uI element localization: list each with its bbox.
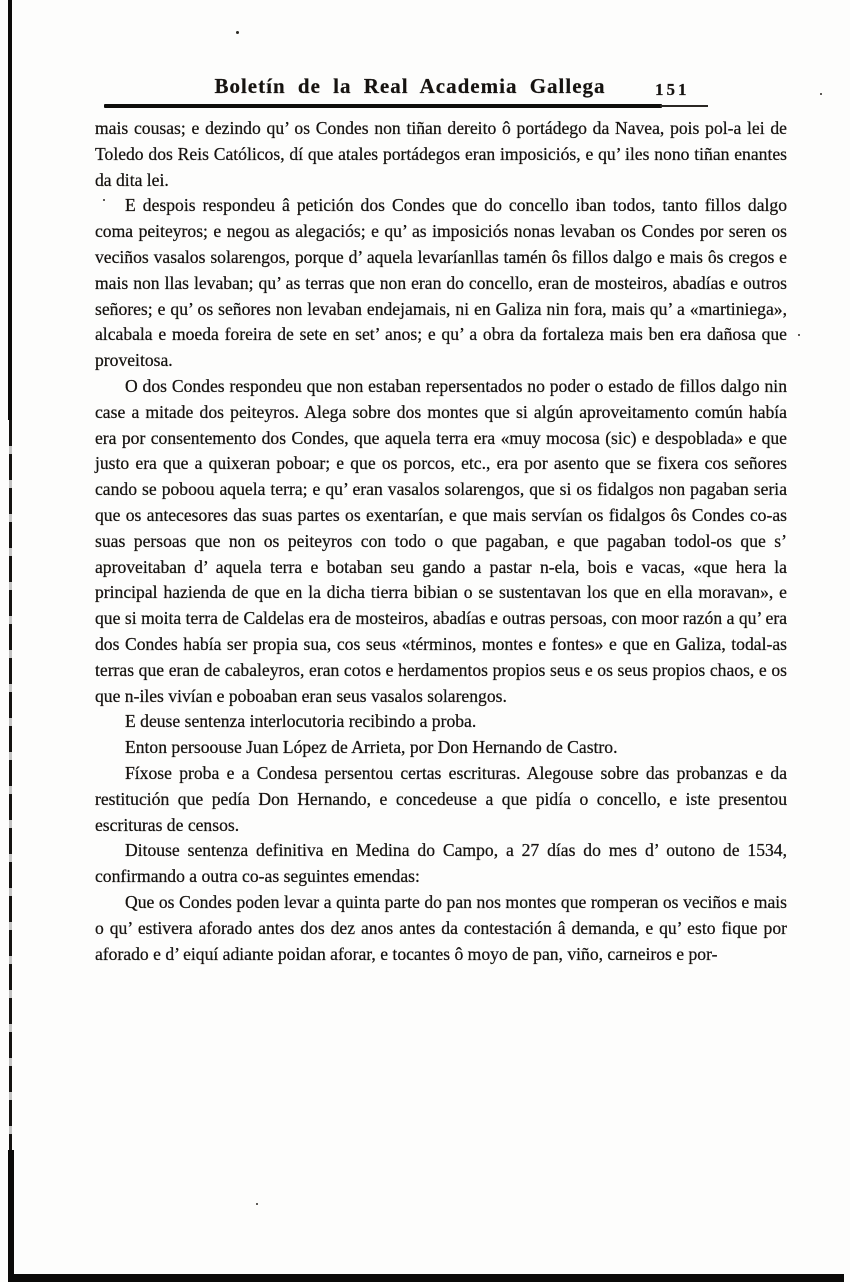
body-paragraph: Enton persoouse Juan López de Arrieta, por Don Hernando de Castro. [125,737,618,758]
scan-speck [256,1203,258,1205]
binding-edge-line [8,0,12,420]
header-rule [660,105,708,107]
body-paragraph: O dos Condes respondeu que non estaban repersentados no poder o estado de fillos dalgo nin case a mitade dos peiteyros. Alega sobre dos montes que si algún aproveitamento común había era por consentemento dos Condes, que aquela terra era «muy mocosa (sic) e despoblada» e que justo era que a quixeran poboar; e que os porcos, etc., era por asento que se fixera cos señores cando se poboou aquela terra; e qu’ eran vasalos solarengos, que si os fidalgos non pagaban seria que os antecesores das suas partes os exentarían, e que mais servían os fidalgos ôs Condes co-as suas persoas que non os peiteyros con todo o que pagaban, e que pagaban todol-os que s’ aproveitaban d’ aquela terra e botaban seu gando a pastar n-ela, bois e vacas, «que hera la principal hazienda de que en la dicha tierra bibian o se sustentavan los que en ella moravan», e que si moita terra de Caldelas era de mosteiros, abadías e outras persoas, con moor razón a qu’ era dos Condes había ser propia sua, cos seus «términos, montes e fontes» e que en Galiza, todal-as terras que eran de cabaleyros, eran cotos e herdamentos propios seus e os seus propios chaos, e os que n-iles vivían e poboaban eran seus vasalos solarengos. [95,375,787,706]
body-paragraph: Que os Condes poden levar a quinta parte do pan nos montes que romperan os veciños e mais o qu’ estivera aforado antes dos dez anos antes da contestación â demanda, e qu’ esto fique por aforado e d’ eiquí adiante poidan aforar, e tocantes ô moyo de pan, viño, carneiros e por- [95,891,787,964]
journal-title: Boletín de la Real Academia Gallega [214,74,606,98]
body-paragraph: Ditouse sentenza definitiva en Medina do Campo, a 27 días do mes d’ outono de 1534, confirmando a outra co-as seguintes emendas: [95,840,787,887]
scan-speck [820,93,822,95]
binding-edge-line [9,420,12,1150]
body-paragraph: Fíxose proba e a Condesa persentou certas escrituras. Alegouse sobre das probanzas e da restitución que pedía Don Hernando, e concedeuse a que pidía o concello, e iste presentou escrituras de censos. [95,762,787,835]
scan-speck [236,31,239,34]
binding-edge-line [8,1150,14,1282]
page-bottom-scan-bar [8,1274,844,1282]
scan-speck [798,334,800,336]
page-number: 151 [655,80,690,99]
body-paragraph: E despois respondeu â petición dos Condes que do concello iban todos, tanto fillos dalgo coma peiteyros; e negou as alegaciós; e qu’ as imposiciós nonas levaban os Condes por seren os veciños vasalos solarengos, porque d’ aquela levaríanllas tamén ôs fillos dalgo e mais ôs cregos e mais non llas levaban; qu’ as terras que non eran do concello, eran de mosteiros, abadías e outros señores; e qu’ os señores non levaban endejamais, ni en Galiza nin fora, mais qu’ a «martiniega», alcabala e moeda foreira de sete en set’ anos; e qu’ a obra da fortaleza mais ben era dañosa que proveitosa. [95,195,787,371]
body-paragraph: E deuse sentenza interlocutoria recibindo a proba. [125,711,477,732]
body-text [95,116,787,967]
body-paragraph: mais cousas; e dezindo qu’ os Condes non tiñan dereito ô portádego da Navea, pois pol-a lei de Toledo dos Reis Católicos, dí que atales portádegos eran imposiciós, e qu’ iles nono tiñan enantes da dita lei. [95,118,787,190]
header-rule [104,104,662,108]
